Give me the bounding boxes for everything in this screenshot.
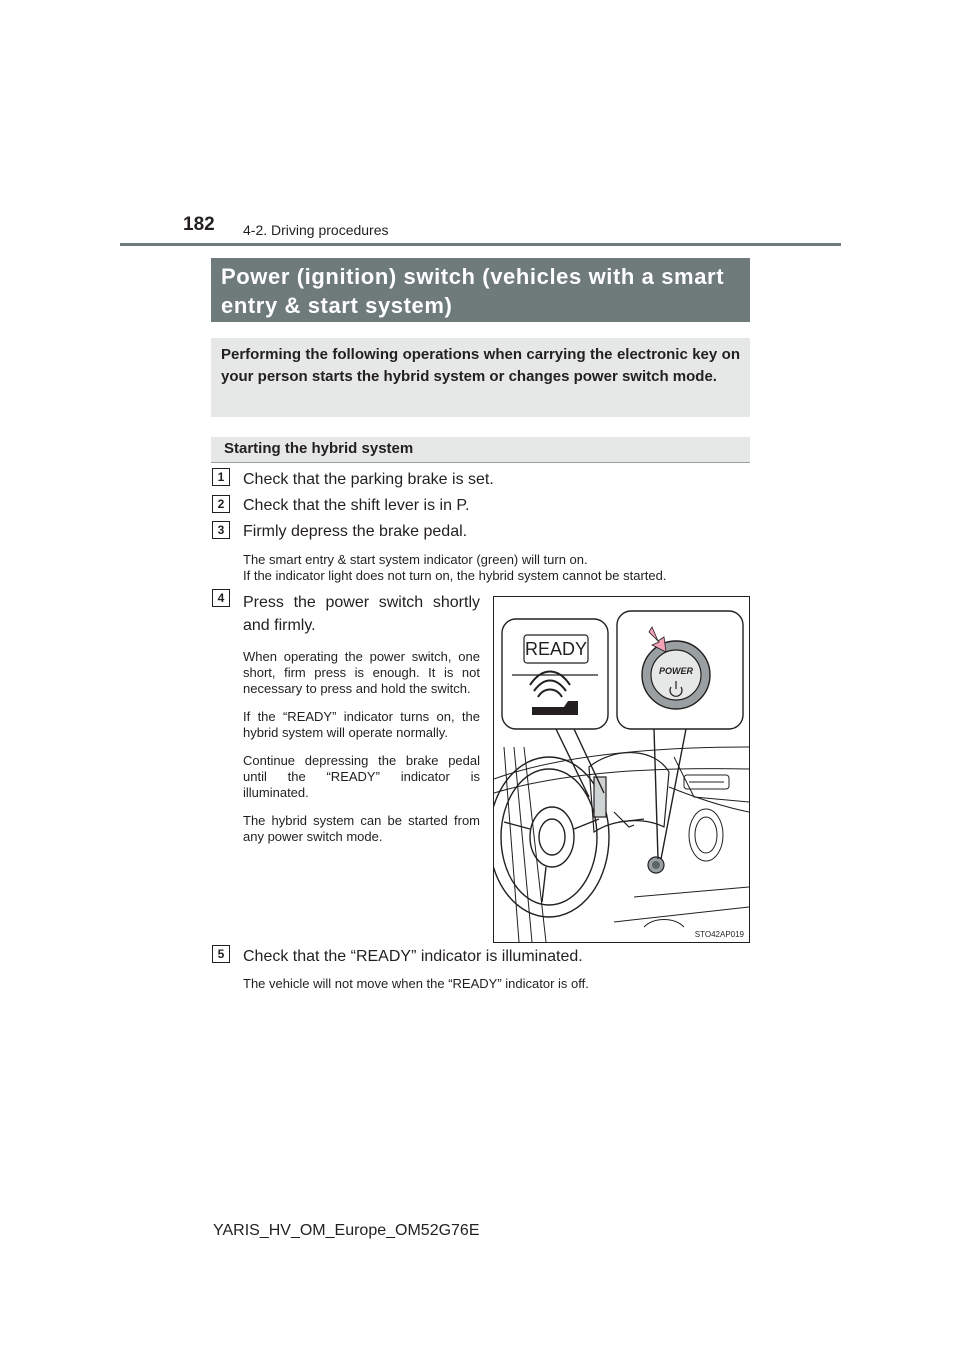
ready-indicator-label: READY bbox=[524, 639, 588, 659]
step-4-note-1: When operating the power switch, one short, firm press is enough. It is not necessary to press and hold the switch. bbox=[243, 649, 480, 696]
right-vents bbox=[684, 775, 729, 861]
step-3-note-1: The smart entry & start system indicator (green) will turn on. bbox=[243, 552, 588, 567]
step-number-4: 4 bbox=[212, 589, 230, 607]
sub-heading: Starting the hybrid system bbox=[211, 437, 750, 463]
step-text-3: Firmly depress the brake pedal. bbox=[243, 523, 468, 540]
step-4-note-4: The hybrid system can be started from any power switch mode. bbox=[243, 813, 480, 844]
step-4-column bbox=[243, 591, 480, 845]
step-5-note-1: The vehicle will not move when the “READY” indicator is off. bbox=[243, 976, 589, 991]
step-text-5: Check that the “READY” indicator is illuminated. bbox=[243, 948, 583, 965]
power-button-label: POWER bbox=[658, 666, 694, 676]
step-number-2: 2 bbox=[212, 495, 230, 513]
figure-code: STO42AP019 bbox=[694, 930, 744, 939]
power-callout bbox=[617, 611, 743, 859]
page-title: Power (ignition) switch (vehicles with a smart entry & start system) bbox=[211, 258, 750, 322]
section-title: 4-2. Driving procedures bbox=[243, 222, 389, 238]
header-rule bbox=[120, 243, 841, 246]
power-switch-illustration bbox=[493, 596, 750, 943]
power-switch-center bbox=[652, 861, 660, 869]
step-text-1: Check that the parking brake is set. bbox=[243, 471, 494, 488]
step-3-note-2: If the indicator light does not turn on, the hybrid system cannot be started. bbox=[243, 568, 667, 583]
cabin-lines bbox=[494, 747, 749, 942]
page-number: 182 bbox=[183, 214, 215, 235]
intro-text: Performing the following operations when carrying the electronic key on your person starts the hybrid system or changes power switch mode. bbox=[211, 338, 750, 417]
step-number-1: 1 bbox=[212, 468, 230, 486]
step-text-2: Check that the shift lever is in P. bbox=[243, 497, 470, 514]
step-number-5: 5 bbox=[212, 945, 230, 963]
step-number-3: 3 bbox=[212, 521, 230, 539]
footer-doc-code: YARIS_HV_OM_Europe_OM52G76E bbox=[213, 1222, 480, 1239]
step-4-note-2: If the “READY” indicator turns on, the hybrid system will operate normally. bbox=[243, 709, 480, 740]
step-text-4: Press the power switch shortly and firmly. bbox=[243, 594, 480, 634]
step-4-note-3: Continue depressing the brake pedal until the “READY” indicator is illuminated. bbox=[243, 753, 480, 800]
dashboard-drawing bbox=[494, 597, 749, 942]
